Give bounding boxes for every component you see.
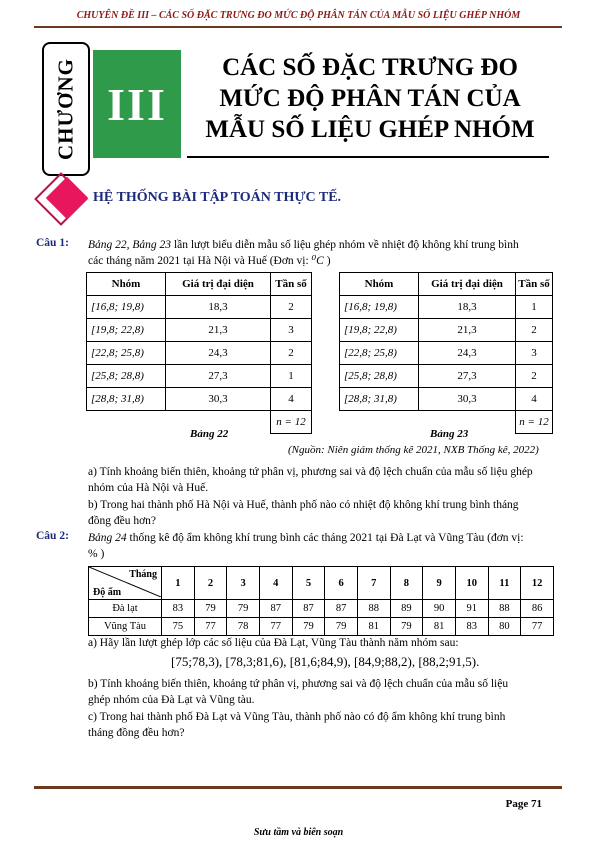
question-2-intro	[88, 530, 573, 562]
table-cell: 1	[271, 365, 312, 388]
table-row	[340, 296, 553, 319]
table-cell: 81	[423, 618, 456, 636]
table-22-header-frequency: Tần số	[271, 273, 312, 296]
table-cell: 2	[516, 319, 553, 342]
table-22	[86, 272, 312, 434]
month-header: 11	[488, 567, 521, 600]
table-row	[87, 319, 312, 342]
footer-rule	[34, 786, 562, 789]
section-title: HỆ THỐNG BÀI TẬP TOÁN THỰC TẾ.	[93, 190, 342, 205]
running-header: CHUYÊN ĐỀ III – CÁC SỐ ĐẶC TRƯNG ĐO MỨC ĐỘ PHÂN TÁN CỦA MẪU SỐ LIỆU GHÉP NHÓM	[76, 10, 521, 21]
table-cell: 18,3	[419, 296, 516, 319]
chapter-number: III	[107, 78, 167, 130]
chapter-title-line-1: CÁC SỐ ĐẶC TRƯNG ĐO	[222, 54, 518, 81]
table-cell: [16,8; 19,8)	[87, 296, 166, 319]
table-cell: 2	[271, 342, 312, 365]
table-cell: 78	[227, 618, 260, 636]
data-source: (Nguồn: Niên giám thống kê 2021, NXB Thống kê, 2022)	[288, 444, 539, 456]
page-number: Page 71	[505, 798, 542, 810]
table-cell: 4	[516, 388, 553, 411]
table-22-header-value: Giá trị đại diện	[166, 273, 271, 296]
row-name-da-lat: Đà lạt	[89, 600, 162, 618]
chapter-number-box	[93, 50, 181, 158]
table-row	[340, 388, 553, 411]
q1-unit: ⁰C	[311, 255, 324, 267]
month-header: 7	[357, 567, 390, 600]
table-24-corner	[89, 567, 162, 600]
q1-intro-line2: các tháng năm 2021 tại Hà Nội và Huế (Đơn vị:	[88, 255, 312, 267]
table-cell: [22,8; 25,8)	[340, 342, 419, 365]
chapter-label: CHƯƠNG	[53, 57, 78, 161]
table-cell: [25,8; 28,8)	[87, 365, 166, 388]
table-row	[89, 600, 554, 618]
chapter-title	[190, 52, 550, 145]
table-cell: 88	[488, 600, 521, 618]
table-cell: 21,3	[419, 319, 516, 342]
table-24	[88, 566, 554, 636]
table-cell: 87	[259, 600, 292, 618]
q2-intro-rest: thống kê độ ẩm không khí trung bình các tháng 2021 tại Đà Lạt và Vũng Tàu (đơn vị:	[126, 532, 524, 544]
table-23	[339, 272, 553, 434]
table-row	[89, 618, 554, 636]
table-23-header-value: Giá trị đại diện	[419, 273, 516, 296]
table-cell: [25,8; 28,8)	[340, 365, 419, 388]
month-header: 5	[292, 567, 325, 600]
table-cell: [19,8; 22,8)	[340, 319, 419, 342]
month-header: 3	[227, 567, 260, 600]
table-cell: 89	[390, 600, 423, 618]
month-header: 6	[325, 567, 358, 600]
table-23-header-group: Nhóm	[340, 273, 419, 296]
table-cell: 30,3	[419, 388, 516, 411]
table-23-total: n = 12	[516, 411, 553, 434]
month-header: 9	[423, 567, 456, 600]
table-cell: 83	[455, 618, 488, 636]
table-23-header-frequency: Tần số	[516, 273, 553, 296]
q2-intro-line2: % )	[88, 548, 105, 560]
month-header: 8	[390, 567, 423, 600]
table-row	[340, 319, 553, 342]
q2-intro-italic: Bảng 24	[88, 532, 127, 544]
header-rule	[34, 26, 562, 28]
table-cell: 88	[357, 600, 390, 618]
table-cell: 77	[259, 618, 292, 636]
table-cell: 79	[227, 600, 260, 618]
table-cell: 77	[194, 618, 227, 636]
month-header: 12	[521, 567, 554, 600]
month-header: 4	[259, 567, 292, 600]
q2-intervals: [75;78,3), [78,3;81,6), [81,6;84,9), [84,9;88,2), [88,2;91,5).	[171, 654, 480, 669]
q2-c-line-1: c) Trong hai thành phố Đà Lạt và Vũng Tàu, thành phố nào có độ ẩm không khí trung bình	[88, 711, 506, 723]
table-row	[87, 365, 312, 388]
table-cell: 79	[390, 618, 423, 636]
q1-intro-rest: lần lượt biểu diễn mẫu số liệu ghép nhóm về nhiệt độ không khí trung bình	[171, 239, 519, 251]
chapter-label-box	[42, 42, 90, 176]
table-24-corner-month: Tháng	[129, 569, 157, 580]
table-cell: 1	[516, 296, 553, 319]
table-cell: [16,8; 19,8)	[340, 296, 419, 319]
table-row	[87, 296, 312, 319]
table-cell: 27,3	[419, 365, 516, 388]
q2-b-line-1: b) Tính khoảng biến thiên, khoảng tứ phân vị, phương sai và độ lệch chuẩn của mẫu số liệu	[88, 678, 509, 690]
table-cell: 3	[271, 319, 312, 342]
table-cell: 24,3	[166, 342, 271, 365]
table-24-corner-humidity: Độ ẩm	[93, 587, 122, 598]
table-cell: 91	[455, 600, 488, 618]
table-cell: 4	[271, 388, 312, 411]
table-cell: 79	[194, 600, 227, 618]
chapter-title-line-2: MỨC ĐỘ PHÂN TÁN CỦA	[219, 85, 521, 112]
question-1-part-a	[88, 464, 573, 496]
table-cell: 81	[357, 618, 390, 636]
table-cell: 18,3	[166, 296, 271, 319]
table-cell: 30,3	[166, 388, 271, 411]
table-cell: 87	[325, 600, 358, 618]
q1-intro-italic: Bảng 22, Bảng 23	[88, 239, 172, 251]
month-header: 2	[194, 567, 227, 600]
table-cell: 2	[271, 296, 312, 319]
row-name-vung-tau: Vũng Tàu	[89, 618, 162, 636]
footer-credit: Sưu tầm và biên soạn	[253, 827, 344, 838]
q1-a-line-2: nhóm của Hà Nội và Huế.	[88, 482, 209, 494]
table-cell: 80	[488, 618, 521, 636]
table-row	[87, 342, 312, 365]
table-cell: 24,3	[419, 342, 516, 365]
table-cell: 79	[292, 618, 325, 636]
month-header: 1	[162, 567, 195, 600]
table-cell: 77	[521, 618, 554, 636]
table-blank	[340, 411, 419, 434]
table-cell: [19,8; 22,8)	[87, 319, 166, 342]
table-cell: 27,3	[166, 365, 271, 388]
table-cell: 90	[423, 600, 456, 618]
table-row	[340, 365, 553, 388]
table-cell: 87	[292, 600, 325, 618]
q1-b-line-1: b) Trong hai thành phố Hà Nội và Huế, thành phố nào có nhiệt độ không khí trung bình tháng	[88, 499, 519, 511]
table-cell: 86	[521, 600, 554, 618]
q1-b-line-2: đồng đều hơn?	[88, 515, 157, 527]
question-2-label: Câu 2:	[36, 530, 69, 542]
table-cell: 83	[162, 600, 195, 618]
table-cell: 3	[516, 342, 553, 365]
table-blank	[87, 411, 166, 434]
table-22-caption: Bảng 22	[190, 428, 229, 440]
table-cell: 79	[325, 618, 358, 636]
table-22-total: n = 12	[271, 411, 312, 434]
question-1-label: Câu 1:	[36, 237, 69, 249]
q1-intro-end: )	[323, 255, 331, 267]
chapter-title-line-3: MẪU SỐ LIỆU GHÉP NHÓM	[205, 116, 535, 143]
table-23-caption: Bảng 23	[430, 428, 469, 440]
q2-c-line-2: tháng đồng đều hơn?	[88, 727, 185, 739]
title-underline	[187, 156, 549, 158]
table-cell: 2	[516, 365, 553, 388]
question-2-part-b	[88, 676, 573, 708]
question-2-part-c	[88, 709, 573, 741]
q1-a-line-1: a) Tính khoảng biến thiên, khoảng tứ phân vị, phương sai và độ lệch chuẩn của mẫu số liệu ghép	[88, 466, 533, 478]
table-cell: [28,8; 31,8)	[340, 388, 419, 411]
table-22-header-group: Nhóm	[87, 273, 166, 296]
question-1-part-b	[88, 497, 573, 529]
table-cell: 21,3	[166, 319, 271, 342]
q2-b-line-2: ghép nhóm của Đà Lạt và Vũng tàu.	[88, 694, 255, 706]
table-row	[87, 388, 312, 411]
table-row	[340, 342, 553, 365]
table-cell: [28,8; 31,8)	[87, 388, 166, 411]
table-cell: [22,8; 25,8)	[87, 342, 166, 365]
question-1-intro	[88, 237, 568, 269]
month-header: 10	[455, 567, 488, 600]
question-2-part-a: a) Hãy lần lượt ghép lớp các số liệu của Đà Lạt, Vũng Tàu thành năm nhóm sau:	[88, 637, 459, 649]
table-cell: 75	[162, 618, 195, 636]
